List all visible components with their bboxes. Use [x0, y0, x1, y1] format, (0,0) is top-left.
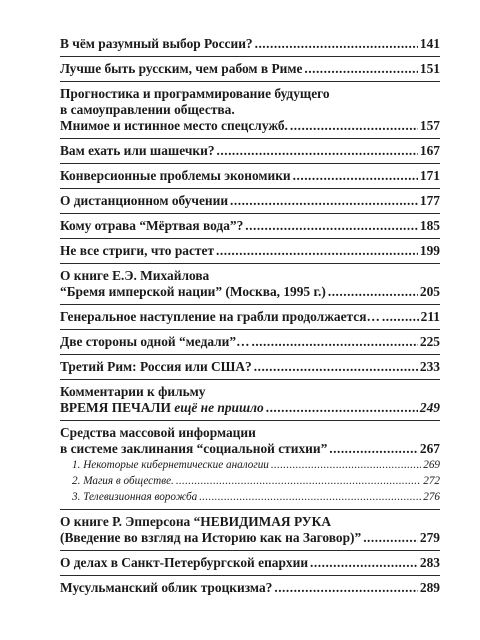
page-number: 157 [419, 118, 440, 133]
toc-entry[interactable] [60, 214, 440, 239]
toc-entry[interactable] [60, 264, 440, 305]
leader-dots [254, 359, 418, 375]
toc-title: Конверсионные проблемы экономики [60, 168, 291, 183]
toc-title: О дистанционном обучении [60, 193, 229, 208]
toc-title: “Бремя имперской нации” (Москва, 1995 г.) [60, 284, 326, 299]
toc-title: Не все стриги, что растет [60, 243, 215, 258]
toc-title-line: Комментарии к фильму [60, 384, 206, 399]
toc-title: Кому отрава “Мёртвая вода”? [60, 218, 244, 233]
leader-dots [329, 441, 418, 457]
toc-subentry[interactable] [60, 457, 440, 473]
toc-entry[interactable] [60, 139, 440, 164]
leader-dots [310, 555, 418, 571]
toc-line [60, 218, 440, 234]
toc-entry[interactable] [60, 32, 440, 57]
leader-dots [271, 457, 421, 473]
toc-title-line: О книге Е.Э. Михайлова [60, 268, 210, 283]
toc-line [60, 441, 440, 457]
page-number: 141 [419, 36, 440, 51]
leader-dots [274, 580, 418, 596]
toc-entry[interactable] [60, 239, 440, 264]
table-of-contents [60, 32, 440, 600]
page-number: 211 [420, 309, 440, 324]
leader-dots [328, 284, 418, 300]
toc-line [60, 243, 440, 259]
toc-entry[interactable] [60, 82, 440, 139]
toc-title: Третий Рим: Россия или США? [60, 359, 252, 374]
toc-title: В чём разумный выбор России? [60, 36, 253, 51]
leader-dots [290, 118, 418, 134]
page-number: 151 [419, 61, 440, 76]
toc-line [60, 36, 440, 52]
toc-line [60, 193, 440, 209]
toc-line [60, 61, 440, 77]
toc-entry[interactable] [60, 305, 440, 330]
toc-entry[interactable] [60, 576, 440, 600]
toc-title: Мнимое и истинное место спецслужб. [60, 118, 288, 133]
page-number: 177 [419, 193, 440, 208]
page-number: 171 [419, 168, 440, 183]
page-number: 225 [419, 334, 440, 349]
page-number: 272 [423, 475, 440, 487]
toc-entry[interactable] [60, 164, 440, 189]
toc-title: ВРЕМЯ ПЕЧАЛИ ещё не пришло [60, 400, 264, 415]
leader-dots [245, 218, 418, 234]
toc-line [60, 334, 440, 350]
leader-dots [230, 193, 418, 209]
leader-dots [199, 489, 421, 505]
toc-subentry[interactable] [60, 489, 440, 505]
page-number: 279 [419, 530, 440, 545]
page-number: 283 [419, 555, 440, 570]
leader-dots [363, 530, 418, 546]
leader-dots [216, 243, 418, 259]
toc-title: О делах в Санкт-Петербургской епархии [60, 555, 309, 570]
page-number: 249 [419, 400, 440, 415]
page-number: 269 [423, 459, 440, 471]
toc-entry[interactable] [60, 330, 440, 355]
toc-subentry[interactable] [60, 473, 440, 489]
toc-title: Лучше быть русским, чем рабом в Риме [60, 61, 303, 76]
toc-title-line: Средства массовой информации [60, 425, 256, 440]
page-number: 205 [419, 284, 440, 299]
toc-entry[interactable] [60, 551, 440, 576]
toc-line [60, 580, 440, 596]
toc-entry[interactable] [60, 189, 440, 214]
toc-line [60, 400, 440, 416]
toc-title-line: О книге Р. Эпперсона “НЕВИДИМАЯ РУКА [60, 514, 332, 529]
toc-subentry-title: 3. Телевизионная ворожба [72, 491, 198, 503]
leader-dots [255, 36, 418, 52]
page-number: 233 [419, 359, 440, 374]
toc-title-line: Прогностика и программирование будущего [60, 86, 330, 101]
leader-dots [304, 61, 418, 77]
toc-entry[interactable] [60, 57, 440, 82]
toc-title-italic: ещё не пришло [174, 400, 264, 415]
leader-dots [251, 334, 417, 350]
toc-entry[interactable] [60, 421, 440, 510]
toc-title: Мусульманский облик троцкизма? [60, 580, 273, 595]
toc-title: Генеральное наступление на грабли продолжается… [60, 309, 380, 324]
toc-subentry-title: 1. Некоторые кибернетические аналогии [72, 459, 269, 471]
toc-subentry-title: 2. Магия в обществе. [72, 475, 174, 487]
toc-entry[interactable] [60, 380, 440, 421]
toc-title-line: в самоуправлении общества. [60, 102, 235, 117]
page-number: 185 [419, 218, 440, 233]
leader-dots [176, 473, 421, 489]
toc-line [60, 118, 440, 134]
leader-dots [266, 400, 418, 416]
leader-dots [293, 168, 418, 184]
toc-line [60, 530, 440, 546]
page-number: 289 [419, 580, 440, 595]
toc-entry[interactable] [60, 355, 440, 380]
page-number: 276 [423, 491, 440, 503]
page-number: 199 [419, 243, 440, 258]
toc-line [60, 284, 440, 300]
toc-line [60, 359, 440, 375]
leader-dots [217, 143, 418, 159]
toc-line [60, 555, 440, 571]
page-number: 167 [419, 143, 440, 158]
toc-title: (Введение во взгляд на Историю как на Заговор)” [60, 530, 362, 545]
toc-line [60, 309, 440, 325]
toc-line [60, 168, 440, 184]
leader-dots [382, 309, 419, 325]
toc-title: Две стороны одной “медали”… [60, 334, 250, 349]
toc-title: в системе заклинания “социальной стихии” [60, 441, 328, 456]
toc-entry[interactable] [60, 510, 440, 551]
toc-line [60, 143, 440, 159]
toc-title: Вам ехать или шашечки? [60, 143, 215, 158]
page-number: 267 [419, 441, 440, 456]
